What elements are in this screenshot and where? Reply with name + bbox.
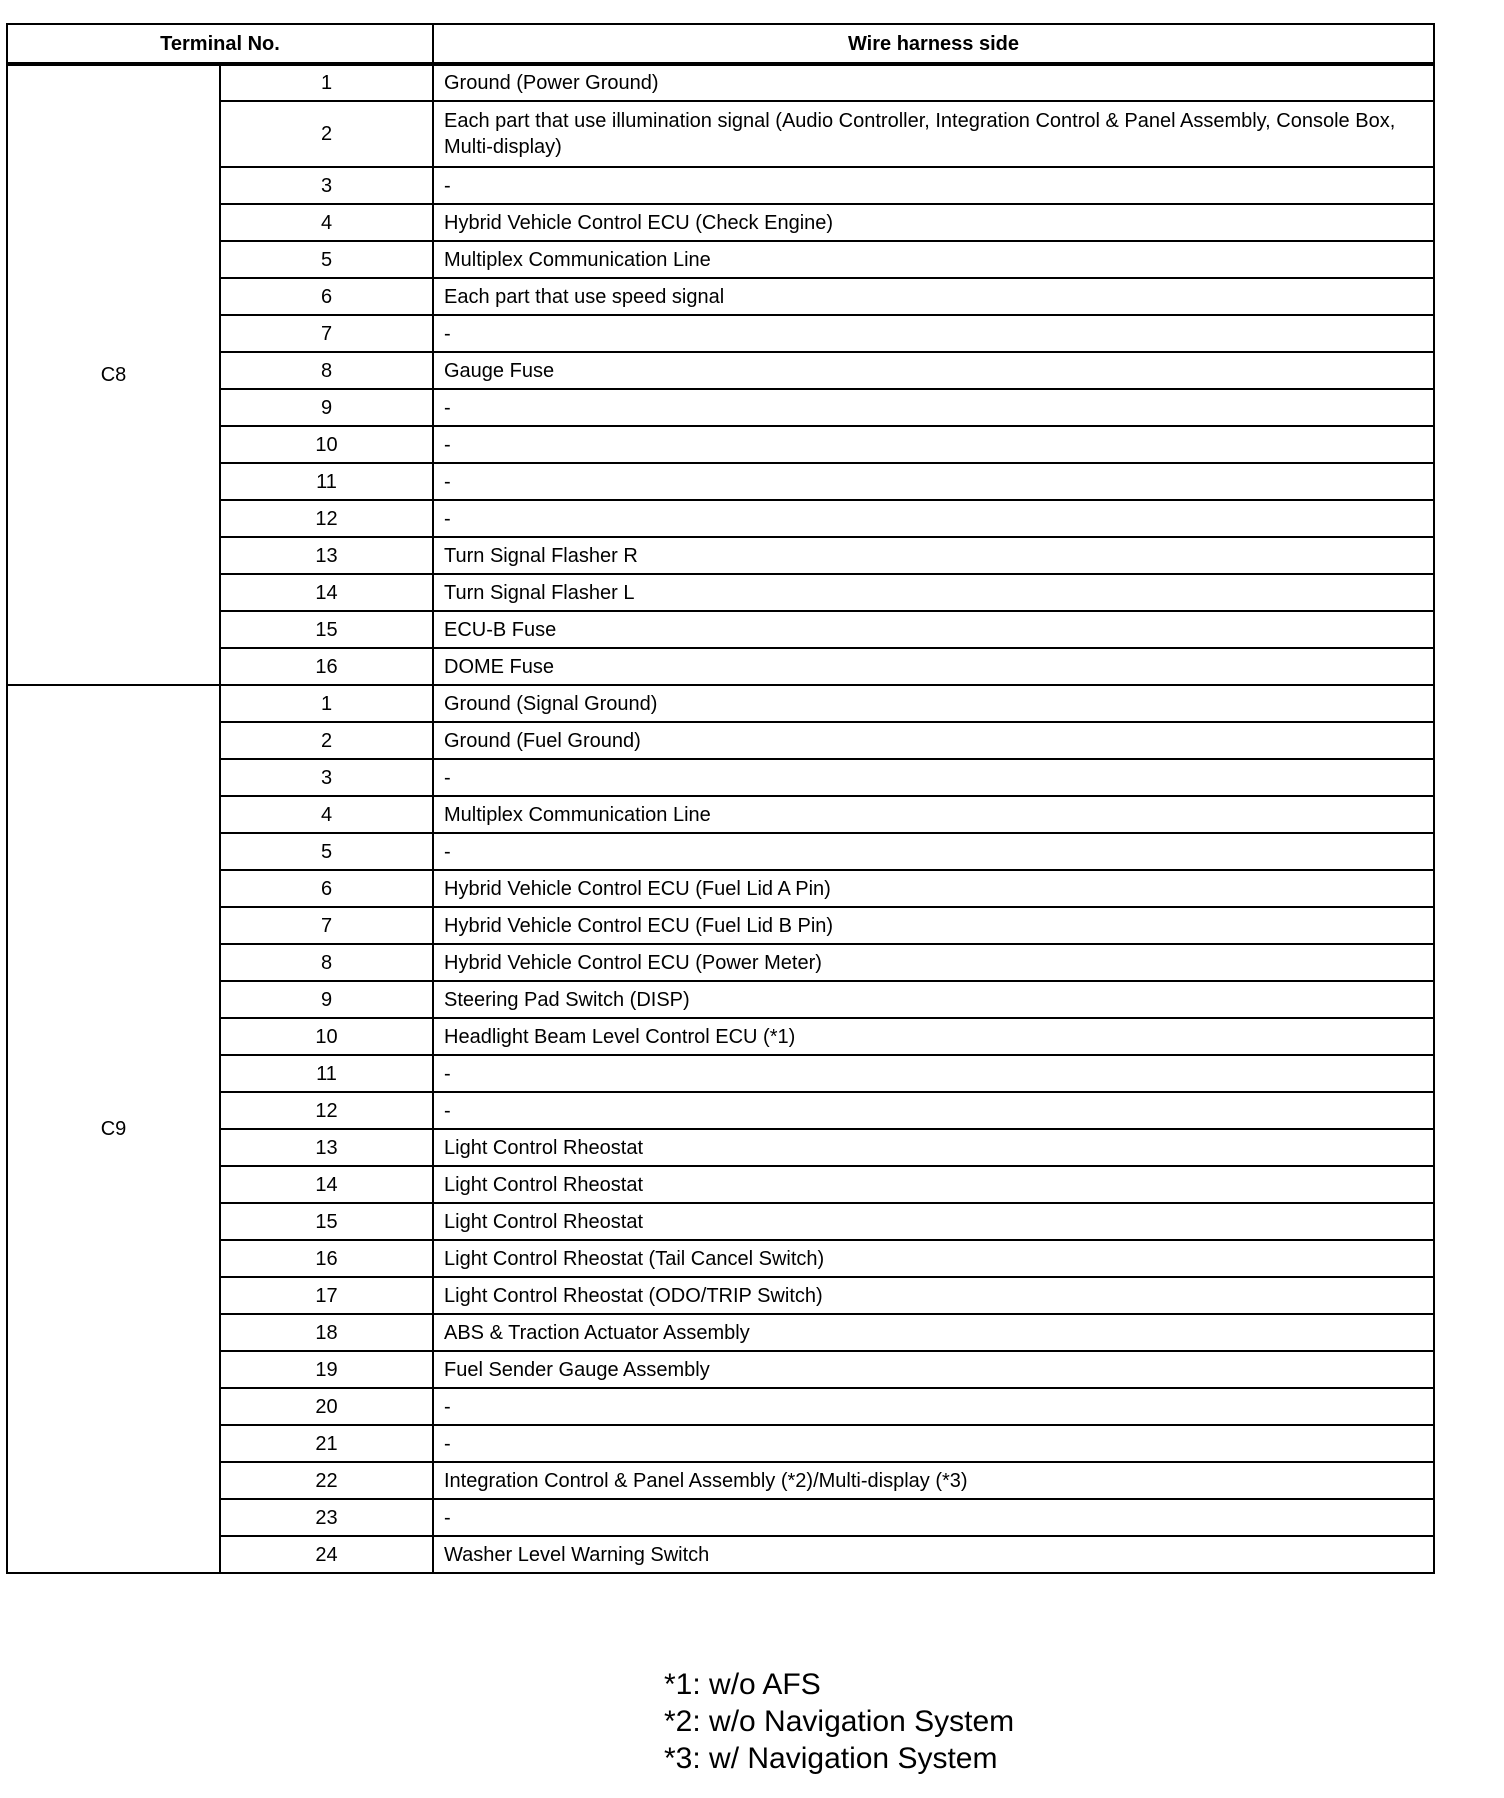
wire-description: - (433, 1425, 1434, 1462)
wire-description: Each part that use illumination signal (Audio Controller, Integration Control & Panel Assembly, Console Box, Multi-display) (433, 101, 1434, 167)
terminal-number: 19 (220, 1351, 433, 1388)
terminal-number: 3 (220, 167, 433, 204)
table-row (7, 389, 1434, 426)
terminal-number: 23 (220, 1499, 433, 1536)
table-row (7, 722, 1434, 759)
table-header-row (7, 24, 1434, 64)
table-body (7, 64, 1434, 1573)
wire-description: ECU-B Fuse (433, 611, 1434, 648)
wire-description: Steering Pad Switch (DISP) (433, 981, 1434, 1018)
terminal-number: 2 (220, 722, 433, 759)
table-row (7, 1314, 1434, 1351)
table-row (7, 204, 1434, 241)
wire-description: - (433, 1092, 1434, 1129)
terminal-number: 7 (220, 315, 433, 352)
connector-label: C8 (7, 64, 220, 685)
wire-description: ABS & Traction Actuator Assembly (433, 1314, 1434, 1351)
terminal-no-header: Terminal No. (7, 24, 433, 64)
table-row (7, 1462, 1434, 1499)
table-row (7, 944, 1434, 981)
table-row (7, 1536, 1434, 1573)
table-row (7, 611, 1434, 648)
table-row (7, 1055, 1434, 1092)
wire-description: - (433, 167, 1434, 204)
table-row (7, 1499, 1434, 1536)
terminal-number: 3 (220, 759, 433, 796)
wire-description: - (433, 1055, 1434, 1092)
table-row (7, 278, 1434, 315)
table-row (7, 981, 1434, 1018)
terminal-number: 14 (220, 574, 433, 611)
terminal-number: 11 (220, 1055, 433, 1092)
terminal-number: 12 (220, 1092, 433, 1129)
terminal-number: 6 (220, 278, 433, 315)
terminal-number: 4 (220, 204, 433, 241)
terminal-number: 8 (220, 944, 433, 981)
terminal-number: 24 (220, 1536, 433, 1573)
terminal-number: 10 (220, 1018, 433, 1055)
wire-description: Ground (Fuel Ground) (433, 722, 1434, 759)
wire-description: Light Control Rheostat (Tail Cancel Switch) (433, 1240, 1434, 1277)
terminal-number: 14 (220, 1166, 433, 1203)
wire-description: - (433, 463, 1434, 500)
table-row (7, 426, 1434, 463)
table-row (7, 1240, 1434, 1277)
wire-description: Hybrid Vehicle Control ECU (Fuel Lid A Pin) (433, 870, 1434, 907)
table-row (7, 167, 1434, 204)
wire-description: Light Control Rheostat (433, 1129, 1434, 1166)
table-row (7, 1129, 1434, 1166)
terminal-number: 15 (220, 1203, 433, 1240)
wire-description: Light Control Rheostat (433, 1203, 1434, 1240)
terminal-number: 5 (220, 833, 433, 870)
terminal-number: 20 (220, 1388, 433, 1425)
wire-description: Multiplex Communication Line (433, 241, 1434, 278)
wire-description: - (433, 500, 1434, 537)
table-row (7, 64, 1434, 101)
wire-description: DOME Fuse (433, 648, 1434, 685)
table-row (7, 537, 1434, 574)
table-row (7, 759, 1434, 796)
footnote: *2: w/o Navigation System (664, 1705, 1015, 1738)
terminal-number: 13 (220, 537, 433, 574)
wire-description: Hybrid Vehicle Control ECU (Power Meter) (433, 944, 1434, 981)
footnote: *3: w/ Navigation System (664, 1742, 998, 1775)
terminal-number: 17 (220, 1277, 433, 1314)
terminal-number: 13 (220, 1129, 433, 1166)
wire-description: Hybrid Vehicle Control ECU (Check Engine) (433, 204, 1434, 241)
table-row (7, 1425, 1434, 1462)
table-row (7, 241, 1434, 278)
wire-description: Turn Signal Flasher L (433, 574, 1434, 611)
wire-description: - (433, 426, 1434, 463)
table-row (7, 796, 1434, 833)
terminal-number: 7 (220, 907, 433, 944)
table-row (7, 833, 1434, 870)
wire-description: - (433, 315, 1434, 352)
table-row (7, 648, 1434, 685)
wire-description: Each part that use speed signal (433, 278, 1434, 315)
terminal-number: 8 (220, 352, 433, 389)
wire-description: Multiplex Communication Line (433, 796, 1434, 833)
wire-description: - (433, 1388, 1434, 1425)
wire-description: Integration Control & Panel Assembly (*2)/Multi-display (*3) (433, 1462, 1434, 1499)
terminal-number: 4 (220, 796, 433, 833)
table-row (7, 907, 1434, 944)
terminal-number: 21 (220, 1425, 433, 1462)
table-row (7, 101, 1434, 167)
wire-description: Light Control Rheostat (ODO/TRIP Switch) (433, 1277, 1434, 1314)
terminal-number: 5 (220, 241, 433, 278)
terminal-number: 15 (220, 611, 433, 648)
wire-description: - (433, 833, 1434, 870)
terminal-table (6, 23, 1435, 1574)
terminal-number: 9 (220, 389, 433, 426)
wire-description: Ground (Signal Ground) (433, 685, 1434, 722)
table-row (7, 352, 1434, 389)
terminal-number: 10 (220, 426, 433, 463)
table-row (7, 574, 1434, 611)
table-row (7, 870, 1434, 907)
wire-description: Ground (Power Ground) (433, 64, 1434, 101)
footnotes (664, 1666, 1014, 1777)
table-row (7, 500, 1434, 537)
table-row (7, 1092, 1434, 1129)
wire-description: Headlight Beam Level Control ECU (*1) (433, 1018, 1434, 1055)
wire-description: Turn Signal Flasher R (433, 537, 1434, 574)
terminal-number: 16 (220, 648, 433, 685)
footnote: *1: w/o AFS (664, 1668, 821, 1701)
wire-description: Fuel Sender Gauge Assembly (433, 1351, 1434, 1388)
wire-description: Light Control Rheostat (433, 1166, 1434, 1203)
terminal-number: 12 (220, 500, 433, 537)
table-row (7, 685, 1434, 722)
terminal-number: 11 (220, 463, 433, 500)
connector-label: C9 (7, 685, 220, 1573)
terminal-number: 18 (220, 1314, 433, 1351)
wire-description: Hybrid Vehicle Control ECU (Fuel Lid B Pin) (433, 907, 1434, 944)
table-row (7, 1388, 1434, 1425)
table-row (7, 1018, 1434, 1055)
terminal-number: 16 (220, 1240, 433, 1277)
table-row (7, 1203, 1434, 1240)
terminal-number: 1 (220, 64, 433, 101)
wire-description: - (433, 1499, 1434, 1536)
terminal-number: 6 (220, 870, 433, 907)
table-row (7, 463, 1434, 500)
table-row (7, 315, 1434, 352)
wire-description: Washer Level Warning Switch (433, 1536, 1434, 1573)
terminal-number: 1 (220, 685, 433, 722)
table-row (7, 1166, 1434, 1203)
terminal-number: 9 (220, 981, 433, 1018)
wire-description: - (433, 759, 1434, 796)
table-row (7, 1277, 1434, 1314)
terminal-number: 22 (220, 1462, 433, 1499)
wire-description: Gauge Fuse (433, 352, 1434, 389)
wire-harness-side-header: Wire harness side (433, 24, 1434, 64)
wire-description: - (433, 389, 1434, 426)
table-row (7, 1351, 1434, 1388)
terminal-number: 2 (220, 101, 433, 167)
